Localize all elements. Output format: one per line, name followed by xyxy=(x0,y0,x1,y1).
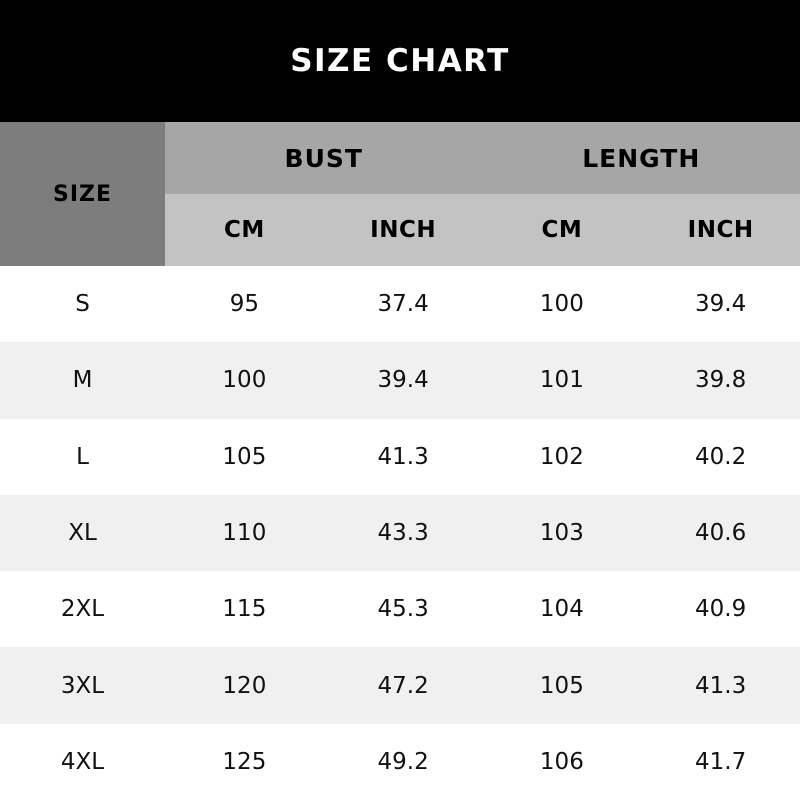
header-unit-length-inch: INCH xyxy=(687,217,754,243)
cell-size: M xyxy=(72,367,93,394)
cell-bust-cm: 125 xyxy=(222,748,267,775)
table-row xyxy=(0,724,800,800)
table-row xyxy=(0,495,800,571)
cell-length-cm: 101 xyxy=(539,367,584,394)
header-group-row xyxy=(165,122,800,194)
cell-length-inch: 41.7 xyxy=(695,748,747,775)
cell-length-cm: 102 xyxy=(539,443,584,470)
cell-bust-inch: 41.3 xyxy=(377,443,429,470)
header-unit-bust-inch: INCH xyxy=(370,217,437,243)
header-cell-size: SIZE xyxy=(0,122,165,266)
cell-length-inch: 40.6 xyxy=(695,519,747,546)
table-row xyxy=(0,266,800,342)
table-row xyxy=(0,342,800,418)
header-groups xyxy=(165,122,800,266)
header-group-length: LENGTH xyxy=(582,143,701,173)
table-body xyxy=(0,266,800,800)
cell-size: S xyxy=(75,291,90,318)
header-unit-bust-cm: CM xyxy=(223,217,265,243)
cell-length-cm: 103 xyxy=(539,519,584,546)
page-title: SIZE CHART xyxy=(290,43,510,79)
header-unit-row xyxy=(165,194,800,266)
cell-bust-cm: 95 xyxy=(229,291,260,318)
cell-length-cm: 104 xyxy=(539,596,584,623)
cell-length-inch: 41.3 xyxy=(695,672,747,699)
cell-size: 2XL xyxy=(60,596,105,623)
cell-bust-inch: 37.4 xyxy=(377,291,429,318)
table-header xyxy=(0,122,800,266)
cell-length-inch: 39.8 xyxy=(695,367,747,394)
cell-length-cm: 100 xyxy=(539,291,584,318)
cell-length-cm: 105 xyxy=(539,672,584,699)
chart-title-bar xyxy=(0,0,800,122)
cell-bust-cm: 110 xyxy=(222,519,267,546)
table-row xyxy=(0,571,800,647)
cell-bust-inch: 47.2 xyxy=(377,672,429,699)
cell-length-inch: 40.2 xyxy=(695,443,747,470)
cell-bust-cm: 100 xyxy=(222,367,267,394)
cell-size: XL xyxy=(68,519,97,546)
cell-length-inch: 39.4 xyxy=(695,291,747,318)
cell-size: 4XL xyxy=(60,748,105,775)
cell-bust-inch: 45.3 xyxy=(377,596,429,623)
cell-bust-cm: 115 xyxy=(222,596,267,623)
table-row xyxy=(0,647,800,723)
cell-bust-cm: 105 xyxy=(222,443,267,470)
cell-size: L xyxy=(76,443,89,470)
cell-size: 3XL xyxy=(60,672,105,699)
cell-length-cm: 106 xyxy=(539,748,584,775)
header-unit-length-cm: CM xyxy=(541,217,583,243)
table-row xyxy=(0,419,800,495)
cell-bust-cm: 120 xyxy=(222,672,267,699)
cell-bust-inch: 39.4 xyxy=(377,367,429,394)
cell-length-inch: 40.9 xyxy=(695,596,747,623)
cell-bust-inch: 49.2 xyxy=(377,748,429,775)
cell-bust-inch: 43.3 xyxy=(377,519,429,546)
header-group-bust: BUST xyxy=(284,143,363,173)
